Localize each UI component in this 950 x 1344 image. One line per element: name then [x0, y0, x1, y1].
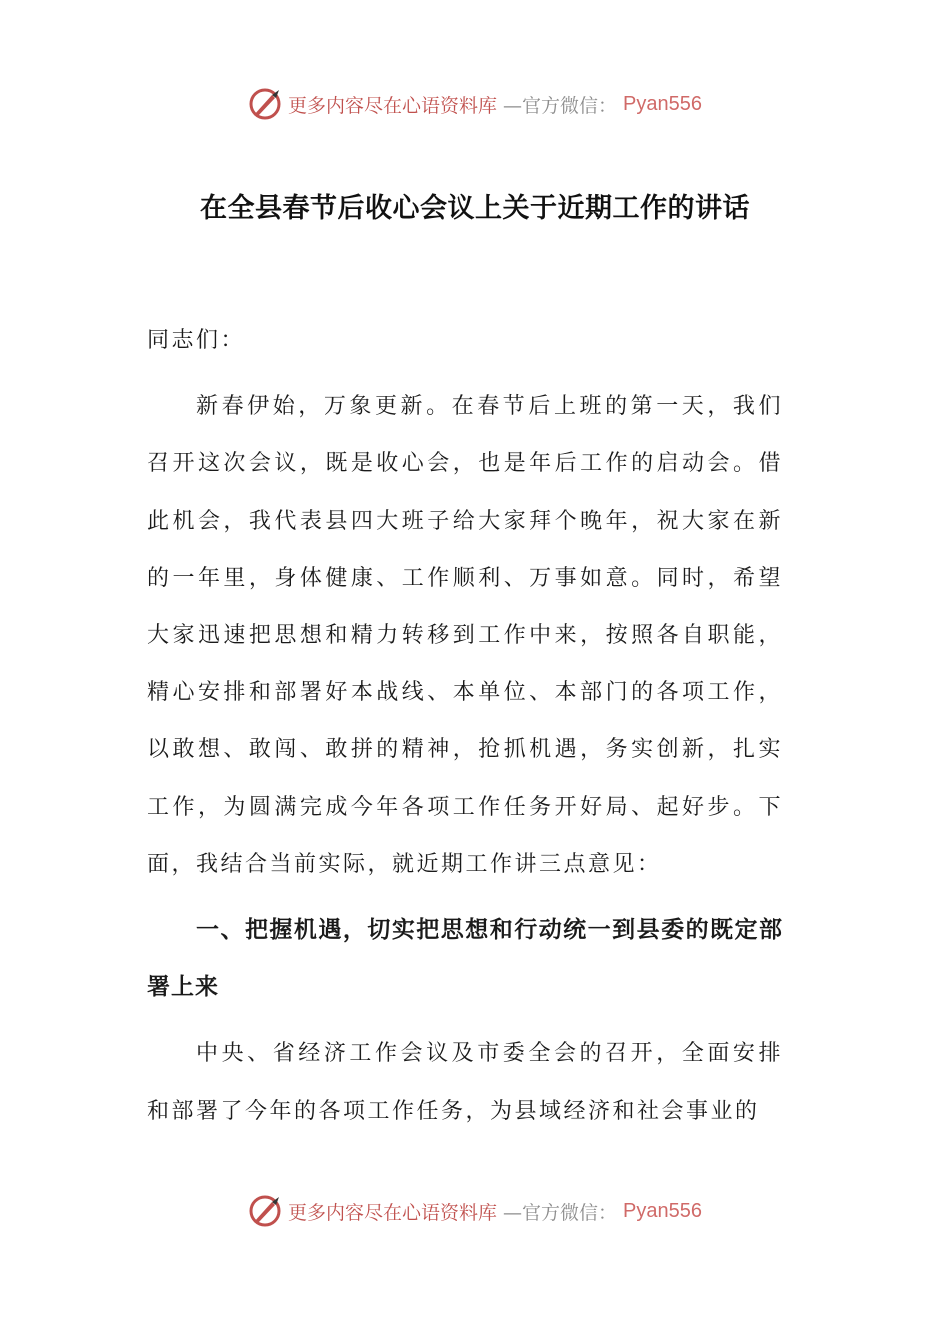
document-title: 在全县春节后收心会议上关于近期工作的讲话: [200, 193, 750, 224]
footer-banner-text: 更多内容尽在心语资料库: [288, 1201, 498, 1224]
header-banner: [0, 84, 950, 124]
header-banner-text: 更多内容尽在心语资料库: [288, 94, 498, 117]
footer-banner-wechat-label: —官方微信：: [503, 1201, 618, 1224]
quill-logo-icon: [248, 87, 282, 121]
section-heading: 一、把握机遇，切实把思想和行动统一到县委的既定部署上来: [147, 917, 783, 1001]
header-banner-wechat-label: —官方微信：: [503, 94, 618, 117]
salutation: 同志们：: [147, 328, 246, 353]
paragraph: 新春伊始，万象更新。在春节后上班的第一天，我们召开这次会议，既是收心会，也是年后工作的启动会。借此机会，我代表县四大班子给大家拜个晚年，祝大家在新的一年里，身体健康、工作顺利、万事如意。同时，希望大家迅速把思想和精力转移到工作中来，按照各自职能，精心安排和部署好本战线、本单位、本部门的各项工作，以敢想、敢闯、敢拼的精神，抢抓机遇，务实创新，扎实工作，为圆满完成今年各项工作任务开好局、起好步。下面，我结合当前实际，就近期工作讲三点意见：: [147, 394, 783, 877]
document-body: [147, 312, 783, 1140]
quill-logo-icon: [248, 1194, 282, 1228]
header-banner-wechat-id: Pyan556: [623, 92, 702, 115]
footer-banner-wechat-id: Pyan556: [623, 1199, 702, 1222]
footer-banner: [0, 1191, 950, 1231]
paragraph: 中央、省经济工作会议及市委全会的召开，全面安排和部署了今年的各项工作任务，为县域经济和社会事业的: [147, 1041, 783, 1124]
